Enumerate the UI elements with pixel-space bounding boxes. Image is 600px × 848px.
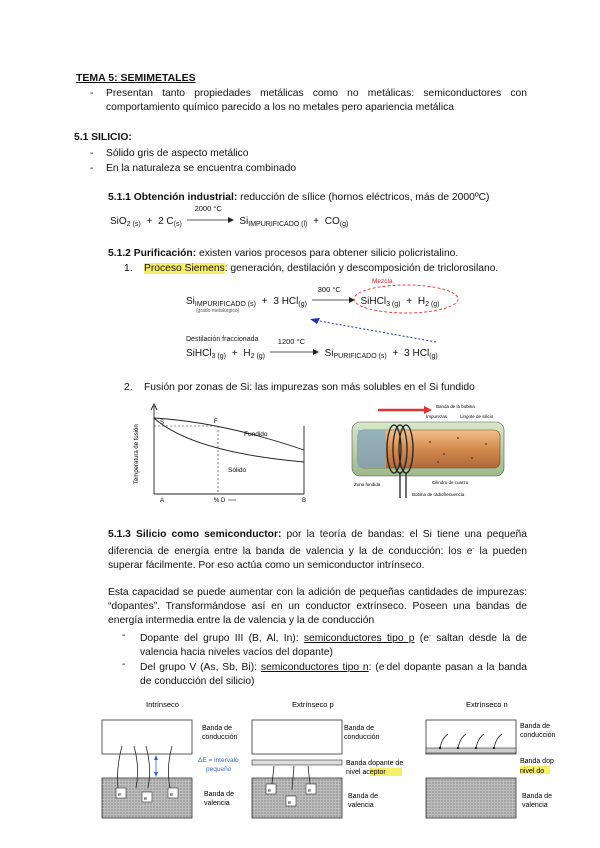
eq-plus: + <box>406 296 413 307</box>
list-item: - En la naturaleza se encuentra combinado <box>90 163 297 174</box>
page-title: TEMA 5: SEMIMETALES <box>76 72 196 84</box>
n-val-label-1: Banda de <box>522 793 552 800</box>
term-tipo-n: semiconductores tipo n <box>260 662 369 673</box>
highlight-siemens: Proceso Siemens <box>144 263 225 274</box>
list-item-text: En la naturaleza se encuentra combinado <box>106 163 297 174</box>
cond-label-1: Banda de <box>202 725 232 732</box>
eq-term: Si <box>239 216 249 227</box>
arrow-condition: 300 °C <box>317 285 341 294</box>
p-cond-label-1: Banda de <box>344 725 374 732</box>
eq-term: 3 HCl <box>404 348 430 359</box>
rod-banda: Banda de la bobina <box>436 404 475 409</box>
acceptor-label-1: Banda dopante de <box>346 760 404 767</box>
donor-label-2: nivel do <box>520 768 545 775</box>
list-item: - Sólido gris de aspecto metálico <box>90 148 249 159</box>
eq-term: SiHCl <box>360 296 387 307</box>
phase-label-s: S <box>160 420 165 426</box>
rod-lingote: Lingote de silicio <box>460 414 494 419</box>
arrow-condition: 1200 °C <box>277 337 305 346</box>
electron-label: e <box>170 792 174 798</box>
n-cond-label-1: Banda de <box>520 723 550 730</box>
section-heading-5-1-1: 5.1.1 Obtención industrial: <box>108 192 238 203</box>
eq-sub: PURIFICADO (s) <box>333 353 387 360</box>
list-item-text: saltan desde la de valencia hacia niveles vacíos del dopante) <box>140 633 527 659</box>
eq-term: SiHCl <box>186 348 212 359</box>
recycle-arrow <box>300 310 440 346</box>
list-item-text: : generación, destilación y descomposición de triclorosilano. <box>224 263 499 274</box>
section-5-1-2 <box>108 248 458 259</box>
eq-term: 2 C <box>158 216 174 227</box>
p-val-label-1: Banda de <box>348 793 378 800</box>
zone-melting-phase-diagram <box>132 402 324 506</box>
section-5-1-list <box>90 146 296 176</box>
list-item-text: Fusión por zonas de Si: las impurezas son más solubles en el Si fundido <box>144 382 475 393</box>
electron-label: e <box>288 800 292 806</box>
phase-x-a: A <box>160 498 165 504</box>
eq-term: 3 HCl <box>273 296 299 307</box>
electron-label: e <box>268 788 272 794</box>
section-5-1-3 <box>108 528 527 574</box>
section-text: la pueden superar fácilmente. Por eso actúa como un semiconductor intrínseco. <box>108 546 527 572</box>
p-val-label-2: valencia <box>348 802 374 809</box>
eq-plus: + <box>313 216 320 227</box>
list-item-text: : (e <box>368 662 385 673</box>
phase-ylabel: Temperatura de fusión <box>134 424 140 484</box>
intro-text: Presentan tanto propiedades metálicas como no metálicas: semiconductores con comportamiento químico parecido a los no metales pero apariencia metálica <box>106 88 527 113</box>
dopant-item-p: - Dopante del grupo III (B, Al, In): semiconductores tipo p (e- saltan desde la de valencia hacia niveles vacíos del dopante) <box>122 630 527 659</box>
eq-sub: 2 (g) <box>425 301 440 308</box>
dopants-paragraph: Esta capacidad se puede aumentar con la adición de pequeñas cantidades de impurezas: “dopantes”. Transformándose así en un conductor extrínseco. Poseen una bandas de energía intermedia entre la de valencia y la de conducción <box>108 587 527 627</box>
list-number: 1. <box>124 263 133 274</box>
eq-term: H <box>243 348 251 359</box>
rod-impurezas: Impurezas <box>426 414 448 419</box>
eq-term: Si <box>186 296 195 307</box>
dopant-item-n: - Del grupo V (As, Sb, Bi): semiconductores tipo n: (e-del dopante pasan a la banda de conducción del silicio) <box>122 659 527 688</box>
reaction-arrow <box>185 204 237 224</box>
section-text: existen varios procesos para obtener silicio policristalino. <box>196 248 459 259</box>
n-val-label-2: valencia <box>522 802 548 809</box>
eq-note: (grado metalúrgico) <box>196 308 240 314</box>
reaction-arrow <box>310 285 358 304</box>
electron-label: e <box>144 796 148 802</box>
eq-sub: 3 (g) <box>211 353 226 360</box>
electron-label: e <box>308 788 312 794</box>
section-text: por la teoría de bandas: el Si tiene una pequeña diferencia de energía entre la banda de valencia y la de conducción: los e <box>108 529 527 558</box>
eq-sub: (g) <box>339 221 349 228</box>
donor-label-1: Banda dop <box>520 758 554 765</box>
section-heading-5-1: 5.1 SILICIO: <box>74 132 132 143</box>
section-heading-5-1-2: 5.1.2 Purificación: <box>108 248 197 259</box>
electron-label: e <box>118 792 122 798</box>
purification-item-2 <box>124 382 475 393</box>
eq-term: Si <box>324 348 334 359</box>
rod-cilindro: Cilindro de cuarzo <box>432 480 469 485</box>
rod-bobina: Bobina de radiofrecuencia <box>412 492 465 497</box>
gap-label-2: pequeño <box>206 766 232 773</box>
cond-label-2: conducción <box>202 734 238 741</box>
band-title-extrinseco-n: Extrínseco n <box>466 700 508 709</box>
eq-sub: 2 (s) <box>126 221 141 228</box>
phase-fundido: Fundido <box>244 431 268 438</box>
eq-sub: IMPURIFICADO (l) <box>248 221 308 228</box>
equation-silica-reduction <box>110 204 349 228</box>
eq-plus: + <box>231 348 238 359</box>
reaction-arrow <box>268 337 322 356</box>
arrow-condition: 2000 °C <box>194 204 222 213</box>
eq-sub: IMPURIFICADO (s) <box>194 301 256 308</box>
section-5-1-1 <box>108 192 489 203</box>
phase-x-b: B <box>302 498 307 504</box>
intro-item: - Presentan tanto propiedades metálicas como no metálicas: semiconductores con comportamiento químico parecido a los no metales pero apariencia metálica <box>90 88 527 113</box>
eq-term: H <box>417 296 426 307</box>
zone-refining-rod <box>348 404 510 504</box>
band-title-extrinseco-p: Extrínseco p <box>292 700 334 709</box>
val-label-1: Banda de <box>204 791 234 798</box>
mezcla-label: Mezcla <box>372 278 393 285</box>
eq-sub: (g) <box>298 301 307 308</box>
eq-sub: (s) <box>173 221 182 228</box>
superscript: - <box>428 633 431 639</box>
eq-term: SiO <box>110 216 127 227</box>
section-heading-5-1-3: 5.1.3 Silicio como semiconductor: <box>108 529 282 540</box>
gap-label-1: ΔE = intervalo <box>198 757 239 764</box>
eq-plus: + <box>392 348 399 359</box>
eq-sub: (g) <box>429 353 438 360</box>
p-cond-label-2: conducción <box>344 734 380 741</box>
eq-plus: + <box>146 216 153 227</box>
eq-plus: + <box>261 296 268 307</box>
superscript: - <box>472 546 475 553</box>
acceptor-label-2: nivel aceptor <box>346 769 386 776</box>
eq-sub: 2 (g) <box>250 353 266 360</box>
list-item-text: Sólido gris de aspecto metálico <box>106 148 249 159</box>
list-number: 2. <box>124 382 133 393</box>
band-diagrams <box>96 698 556 820</box>
purification-item-1 <box>124 263 498 274</box>
distillation-label: Destilación fraccionada <box>186 336 259 343</box>
list-item-text: Dopante del grupo III (B, Al, In): <box>140 633 304 644</box>
term-tipo-p: semiconductores tipo p <box>303 633 415 644</box>
phase-x-mid: % D <box>214 498 226 504</box>
band-title-intrinseco: Intrínseco <box>146 700 179 709</box>
rod-zona: Zona fundida <box>354 482 381 487</box>
section-text: reducción de sílice (hornos eléctricos, más de 2000ºC) <box>237 192 490 203</box>
eq-sub: 3 (g) <box>386 301 401 308</box>
phase-solido: Sólido <box>228 467 247 474</box>
n-cond-label-2: conducción <box>520 732 556 739</box>
list-item-text: (e <box>414 633 429 644</box>
val-label-2: valencia <box>204 800 230 807</box>
list-item-text: Del grupo V (As, Sb, Bi): <box>140 662 261 673</box>
list-item-text: del dopante pasan a la banda de conducción del silicio) <box>140 662 527 688</box>
phase-label-f: F <box>214 419 218 425</box>
eq-term: CO <box>324 216 340 227</box>
superscript: - <box>384 662 387 668</box>
